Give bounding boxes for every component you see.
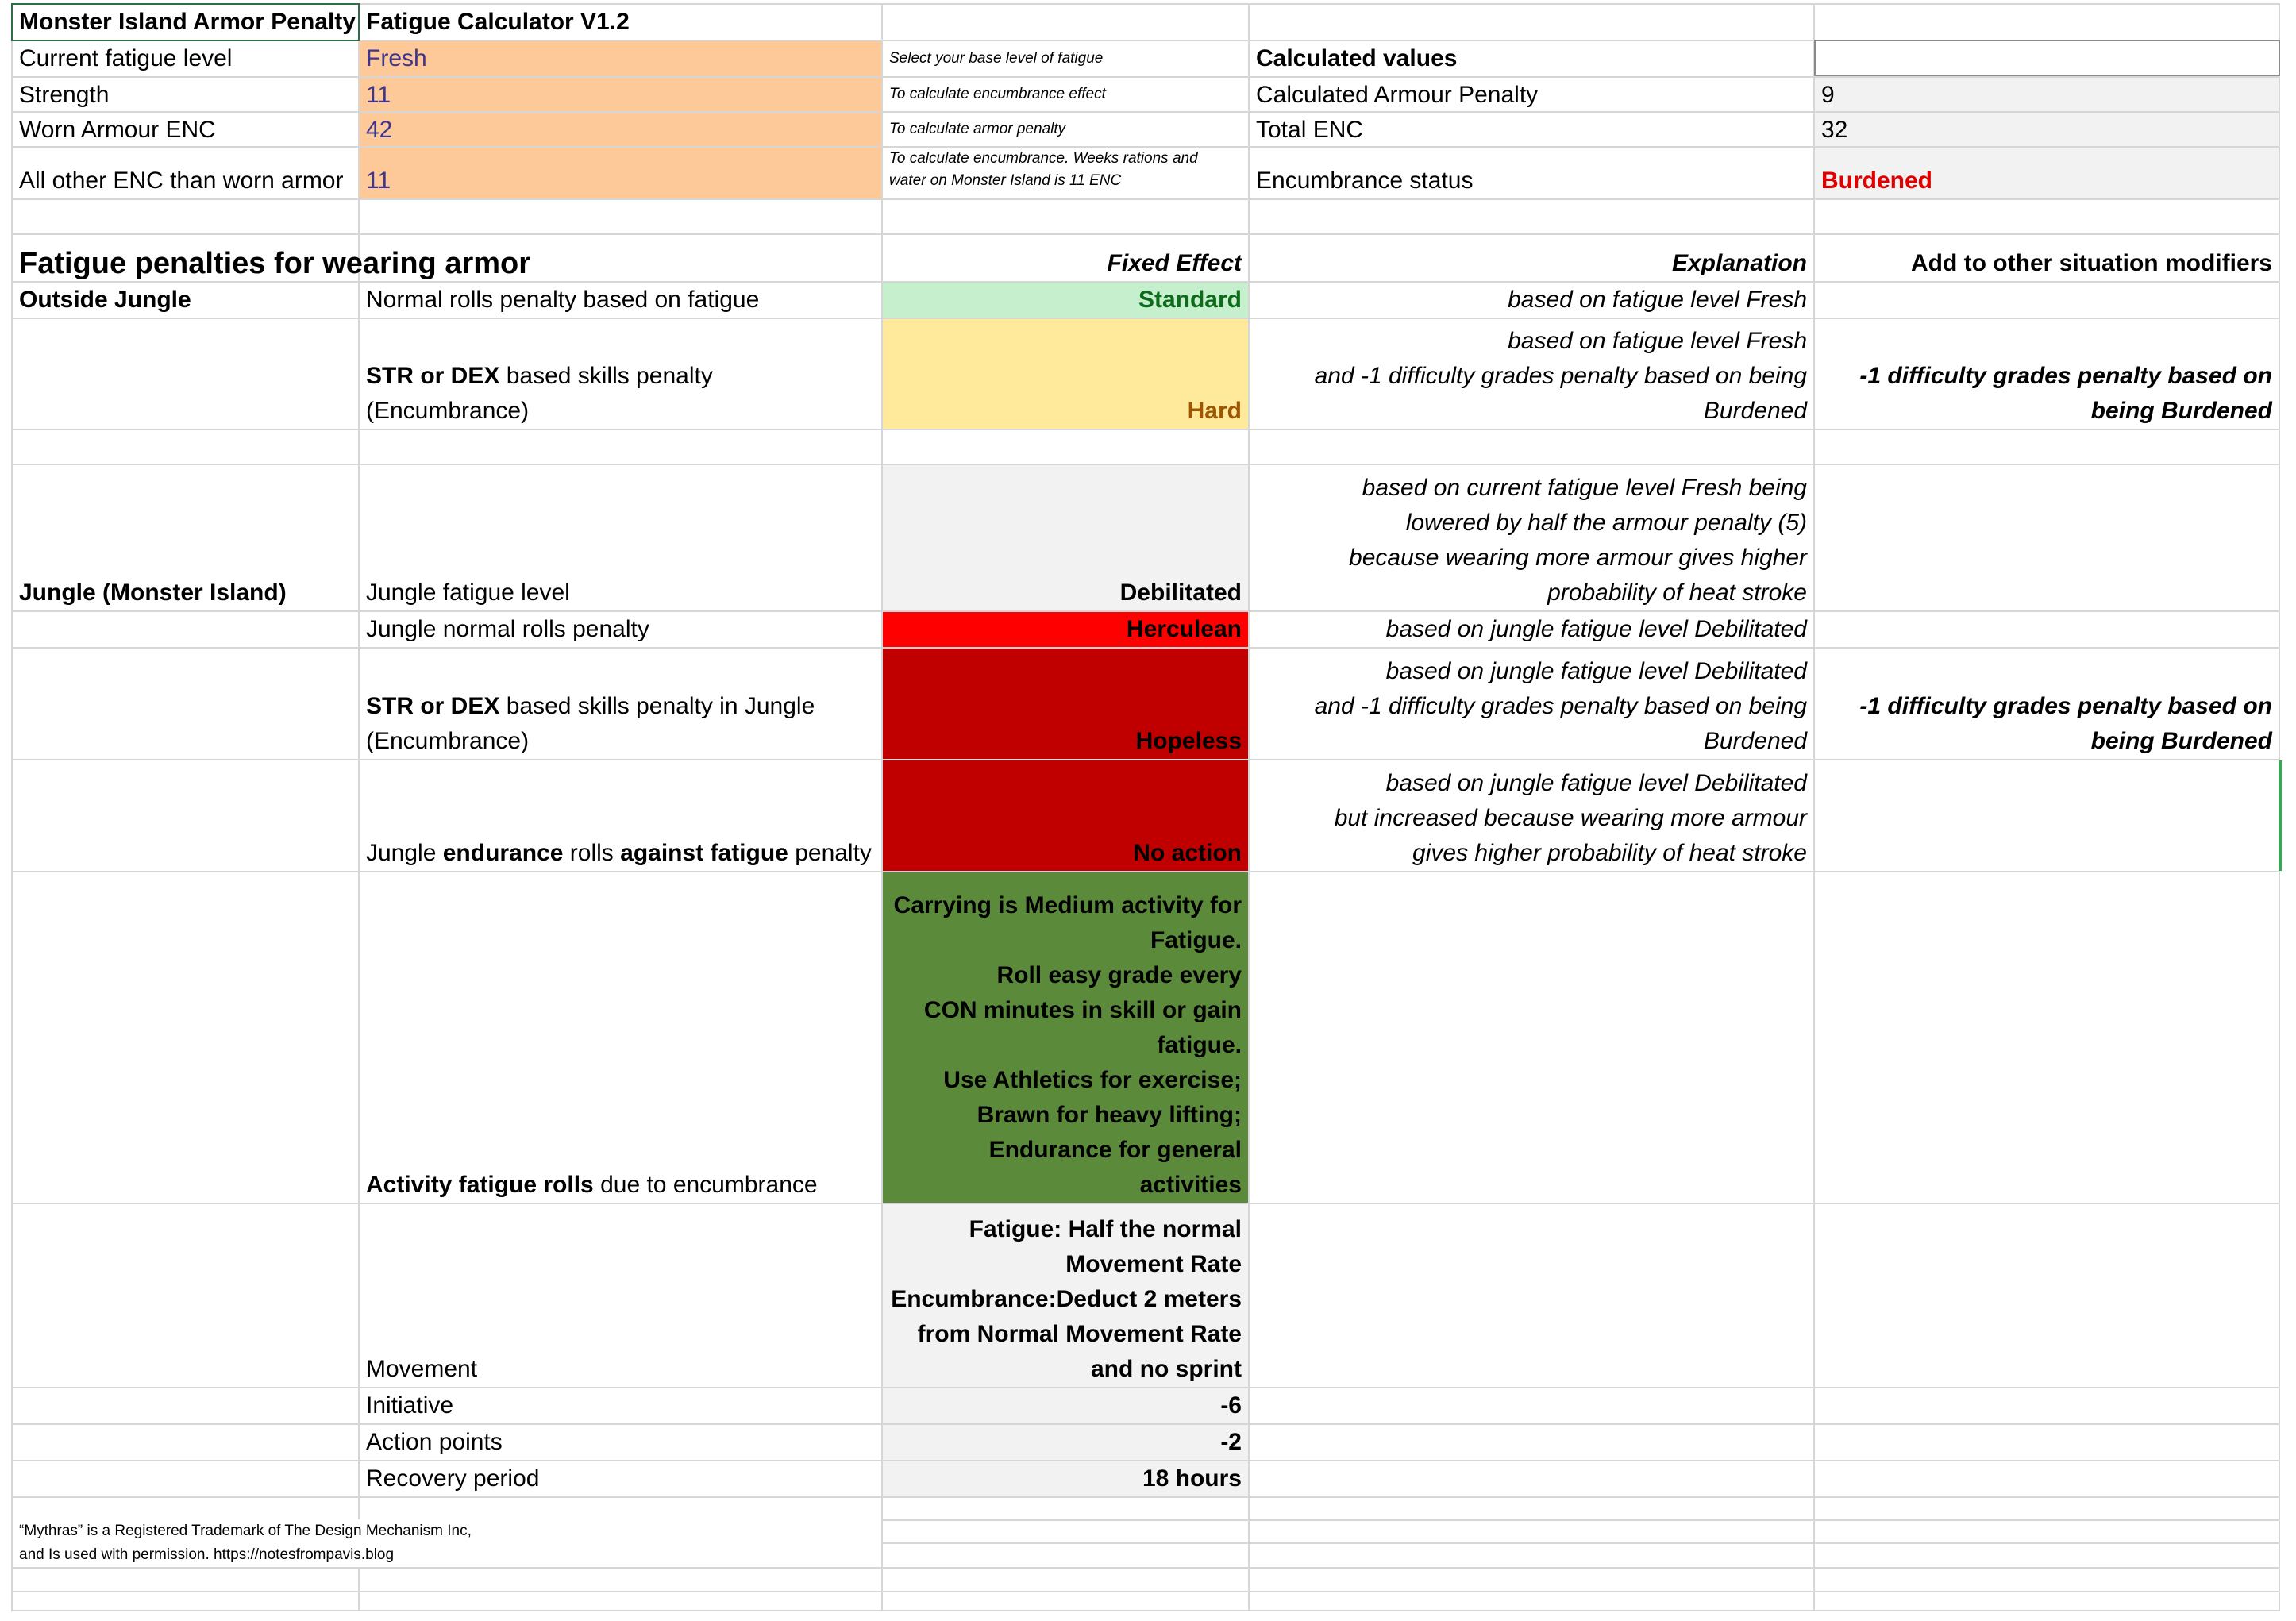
add-line: being Burdened: [2090, 398, 2272, 424]
row-label-initiative: Initiative: [366, 1392, 454, 1419]
movement-line: Movement Rate: [1065, 1251, 1242, 1277]
status-text: Burdened: [1821, 167, 1933, 194]
expl-line: because wearing more armour gives higher: [1349, 545, 1807, 571]
calculated-values-title: Calculated values: [1256, 45, 1458, 71]
group-text: Jungle (Monster Island): [19, 579, 287, 606]
sheet-title[interactable]: Monster Island Armor Penalty: [19, 9, 356, 35]
note-text: To calculate armor penalty: [889, 121, 1066, 137]
group-outside-jungle: Outside Jungle: [19, 287, 191, 313]
label-rest: due to encumbrance: [593, 1172, 818, 1198]
input-armour-enc[interactable]: 42: [366, 117, 393, 143]
label-line: [366, 1168, 881, 1203]
calc-label-armour-penalty: Calculated Armour Penalty: [1256, 82, 1539, 108]
empty-output-cell[interactable]: [1814, 40, 2280, 76]
group-jungle: [13, 465, 359, 610]
expl-line: gives higher probability of heat stroke: [1412, 840, 1807, 866]
label-text: Jungle fatigue level: [366, 579, 570, 606]
label-line: [366, 836, 881, 871]
header-text: Explanation: [1671, 250, 1807, 276]
expl-line: and -1 difficulty grades penalty based on being: [1314, 363, 1807, 389]
label-text: Encumbrance status: [1256, 167, 1474, 194]
row-label-action-points: Action points: [366, 1429, 503, 1455]
value-standard[interactable]: Standard: [1138, 287, 1242, 313]
calc-label-total-enc: Total ENC: [1256, 117, 1364, 143]
add-modifier-outside: [1815, 319, 2279, 429]
activity-line: fatigue.: [1157, 1032, 1242, 1058]
activity-line: Use Athletics for exercise;: [943, 1067, 1242, 1093]
grid-line: [11, 1591, 2280, 1592]
footer-trademark-line2: and Is used with permission. https://notesfrompavis.blog: [13, 1543, 881, 1567]
calc-total-enc[interactable]: 32: [1821, 117, 1848, 143]
label-rest: based skills penalty in Jungle: [499, 693, 815, 719]
movement-line: from Normal Movement Rate: [917, 1321, 1242, 1347]
calc-encumbrance-status[interactable]: [1815, 148, 2279, 198]
value-debilitated[interactable]: [883, 465, 1248, 610]
calc-armour-penalty[interactable]: 9: [1821, 82, 1835, 108]
adjacent-cell-hint: [2279, 760, 2282, 871]
input-label-fatigue: Current fatigue level: [19, 45, 233, 71]
expl-line: based on current fatigue level Fresh being: [1362, 475, 1807, 501]
expl-line: and -1 difficulty grades penalty based on being: [1314, 693, 1807, 719]
note-text: Select your base level of fatigue: [889, 50, 1104, 67]
row-label-jungle-str-dex: [360, 649, 881, 759]
label-text: Movement: [366, 1356, 478, 1382]
value-text: Hopeless: [1135, 728, 1242, 754]
movement-line: and no sprint: [1091, 1356, 1242, 1382]
add-line: -1 difficulty grades penalty based on: [1859, 363, 2272, 389]
input-fatigue-level[interactable]: Fresh: [366, 45, 427, 71]
input-note-strength: [883, 78, 1248, 111]
note-line: To calculate encumbrance. Weeks rations and: [889, 150, 1198, 167]
input-other-enc[interactable]: [360, 148, 881, 198]
input-label-other-enc: [13, 148, 359, 198]
value-initiative[interactable]: -6: [1220, 1392, 1242, 1419]
note-line: water on Monster Island is 11 ENC: [889, 172, 1122, 189]
grid-line: [11, 1610, 2280, 1611]
activity-line: Roll easy grade every: [996, 962, 1242, 988]
value-herculean[interactable]: Herculean: [1126, 616, 1242, 642]
input-strength[interactable]: 11: [366, 82, 391, 108]
value-action-points[interactable]: -2: [1220, 1429, 1242, 1455]
expl-line: Burdened: [1703, 398, 1807, 424]
value-activity[interactable]: [883, 872, 1248, 1203]
note-text: To calculate encumbrance effect: [889, 86, 1106, 102]
section-title: [13, 235, 881, 281]
expl-line: lowered by half the armour penalty (5): [1405, 510, 1807, 536]
label-line: [366, 359, 881, 394]
row-label-recovery: Recovery period: [366, 1465, 540, 1492]
activity-line: CON minutes in skill or gain: [923, 997, 1242, 1023]
value-text: Hard: [1187, 398, 1242, 424]
expl-line: based on jungle fatigue level Debilitated: [1385, 770, 1807, 796]
label-line: (Encumbrance): [366, 398, 530, 424]
explanation-str-dex: [1250, 319, 1813, 429]
explanation-jungle-str-dex: [1250, 649, 1813, 759]
movement-line: Fatigue: Half the normal: [969, 1216, 1242, 1242]
footer-trademark-line1: “Mythras” is a Registered Trademark of The Design Mechanism Inc,: [13, 1519, 881, 1543]
value-text: Debilitated: [1119, 579, 1242, 606]
activity-line: Brawn for heavy lifting;: [977, 1102, 1242, 1128]
movement-line: Encumbrance:Deduct 2 meters: [891, 1286, 1242, 1312]
grid-line: [11, 429, 2280, 430]
activity-line: Carrying is Medium activity for: [893, 892, 1242, 918]
expl-line: Burdened: [1703, 728, 1807, 754]
expl-line: based on jungle fatigue level Debilitated: [1385, 658, 1807, 684]
row-label-str-dex-skills: [360, 319, 881, 429]
calculator-version[interactable]: Fatigue Calculator V1.2: [366, 9, 630, 35]
label-bold: STR or DEX: [366, 363, 500, 389]
label-bold: STR or DEX: [366, 693, 500, 719]
input-label-strength: Strength: [19, 82, 110, 108]
section-title-text: Fatigue penalties for wearing armor: [19, 247, 531, 280]
value-text: No action: [1133, 840, 1242, 866]
activity-line: Endurance for general activities: [988, 1137, 1242, 1198]
add-modifier-jungle: [1815, 649, 2279, 759]
value-hard[interactable]: [883, 319, 1248, 429]
calc-label-encumbrance-status: [1250, 148, 1813, 198]
expl-line: based on fatigue level Fresh: [1508, 328, 1807, 354]
grid-line: [11, 198, 2280, 200]
label-bold: endurance: [442, 840, 564, 866]
label-line: [366, 689, 881, 724]
add-line: being Burdened: [2090, 728, 2272, 754]
input-note-fatigue: [883, 41, 1248, 76]
row-label-jungle-normal-rolls: Jungle normal rolls penalty: [366, 616, 649, 642]
row-label-normal-rolls: Normal rolls penalty based on fatigue: [366, 287, 760, 313]
add-line: -1 difficulty grades penalty based on: [1859, 693, 2272, 719]
label-part: Jungle: [366, 840, 443, 866]
input-note-armour: [883, 113, 1248, 146]
header-text: Add to other situation modifiers: [1911, 250, 2272, 276]
row-label-movement: [360, 1204, 881, 1387]
explanation-normal-rolls: based on fatigue level Fresh: [1508, 287, 1807, 313]
explanation-jungle-endurance: [1250, 760, 1813, 871]
row-label-jungle-endurance: [360, 760, 881, 871]
value-movement[interactable]: [883, 1204, 1248, 1387]
input-label-armour-enc: Worn Armour ENC: [19, 117, 216, 143]
value-hopeless[interactable]: [883, 649, 1248, 759]
value-no-action[interactable]: [883, 760, 1248, 871]
column-header-explanation: [1250, 235, 1813, 281]
label-part: rolls: [563, 840, 621, 866]
input-note-other-enc: [883, 148, 1248, 198]
grid-line: [11, 1496, 2280, 1498]
label-rest: based skills penalty: [499, 363, 713, 389]
expl-line: but increased because wearing more armour: [1334, 805, 1807, 831]
label-bold: against fatigue: [620, 840, 788, 866]
grid-line: [11, 1567, 2280, 1569]
label-line: (Encumbrance): [366, 728, 530, 754]
header-text: Fixed Effect: [1107, 250, 1242, 276]
explanation-jungle-fatigue: [1250, 465, 1813, 610]
row-label-jungle-fatigue: [360, 465, 881, 610]
row-label-activity-fatigue: [360, 872, 881, 1203]
label-bold: Activity fatigue rolls: [366, 1172, 594, 1198]
column-header-add-modifiers: [1815, 235, 2279, 281]
value-recovery[interactable]: 18 hours: [1142, 1465, 1242, 1492]
value-text: 11: [366, 167, 391, 194]
explanation-jungle-normal: based on jungle fatigue level Debilitated: [1385, 616, 1807, 642]
expl-line: probability of heat stroke: [1547, 579, 1807, 606]
label-text: All other ENC than worn armor: [19, 167, 344, 194]
column-header-fixed-effect: [883, 235, 1248, 281]
activity-line: Fatigue.: [1150, 927, 1242, 953]
label-part: penalty: [788, 840, 872, 866]
